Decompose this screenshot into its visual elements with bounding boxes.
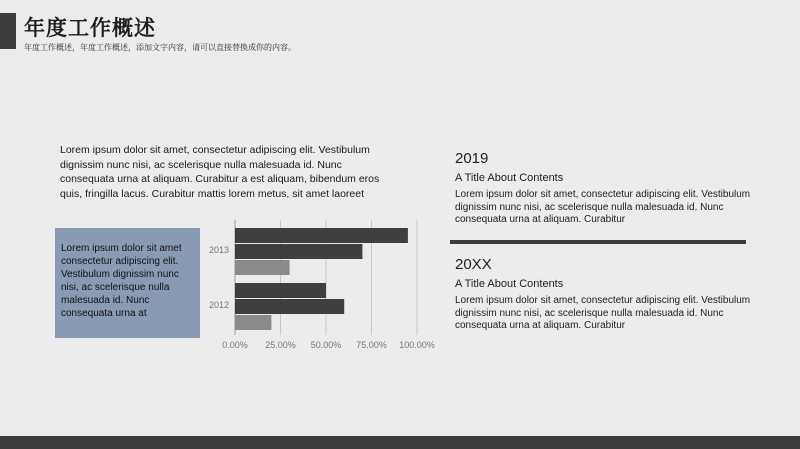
footer-bar	[0, 436, 800, 449]
x-tick-label: 0.00%	[222, 340, 248, 350]
x-tick-label: 50.00%	[310, 340, 342, 350]
bar-2013-s1	[235, 228, 408, 243]
section-divider	[450, 240, 746, 244]
entry-heading: A Title About Contents	[455, 172, 564, 184]
x-tick-label: 100.00%	[399, 340, 435, 350]
page-title: 年度工作概述	[24, 17, 156, 40]
title-accent-bar	[0, 13, 16, 49]
timeline-entry-20xx	[455, 256, 775, 333]
entry-year: 20XX	[455, 256, 492, 273]
timeline-entry-2019	[455, 150, 775, 227]
x-tick-label: 75.00%	[356, 340, 387, 350]
bar-2012-s2	[235, 299, 344, 314]
bar-2013-s3	[235, 260, 290, 275]
intro-paragraph: Lorem ipsum dolor sit amet, consectetur adipiscing elit. Vestibulum dignissim nunc nisi, ac scelerisque nulla malesuada id. Nunc consequata urna at aliquam. Curabitur a est aliquam, bibendum eros quis, fringilla lacus. Curabitur mattis lorem metus, sit amet laoreet	[60, 144, 380, 200]
entry-heading: A Title About Contents	[455, 278, 564, 290]
page-subtitle: 年度工作概述，年度工作概述，添加文字内容，请可以直接替换成你的内容。	[24, 43, 296, 52]
x-tick-label: 25.00%	[265, 340, 296, 350]
category-label: 2012	[208, 300, 229, 310]
category-label: 2013	[208, 245, 229, 255]
entry-year: 2019	[455, 150, 489, 167]
bar-2013-s2	[235, 244, 362, 259]
entry-body: Lorem ipsum dolor sit amet, consectetur adipiscing elit. Vestibulum dignissim nunc nisi, ac scelerisque nulla malesuada id. Nunc consequata urna at aliquam. Curabitur	[455, 295, 751, 331]
bar-2012-s1	[235, 283, 326, 298]
entry-body: Lorem ipsum dolor sit amet, consectetur adipiscing elit. Vestibulum dignissim nunc nisi, ac scelerisque nulla malesuada id. Nunc consequata urna at aliquam. Curabitur	[455, 189, 751, 225]
callout-text: Lorem ipsum dolor sit amet consectetur adipiscing elit. Vestibulum dignissim nunc nisi, ac scelerisque nulla malesuada id. Nunc consequata urna at	[61, 243, 182, 319]
callout-box	[55, 228, 200, 338]
bar-2012-s3	[235, 315, 271, 330]
bar-chart	[200, 220, 445, 355]
